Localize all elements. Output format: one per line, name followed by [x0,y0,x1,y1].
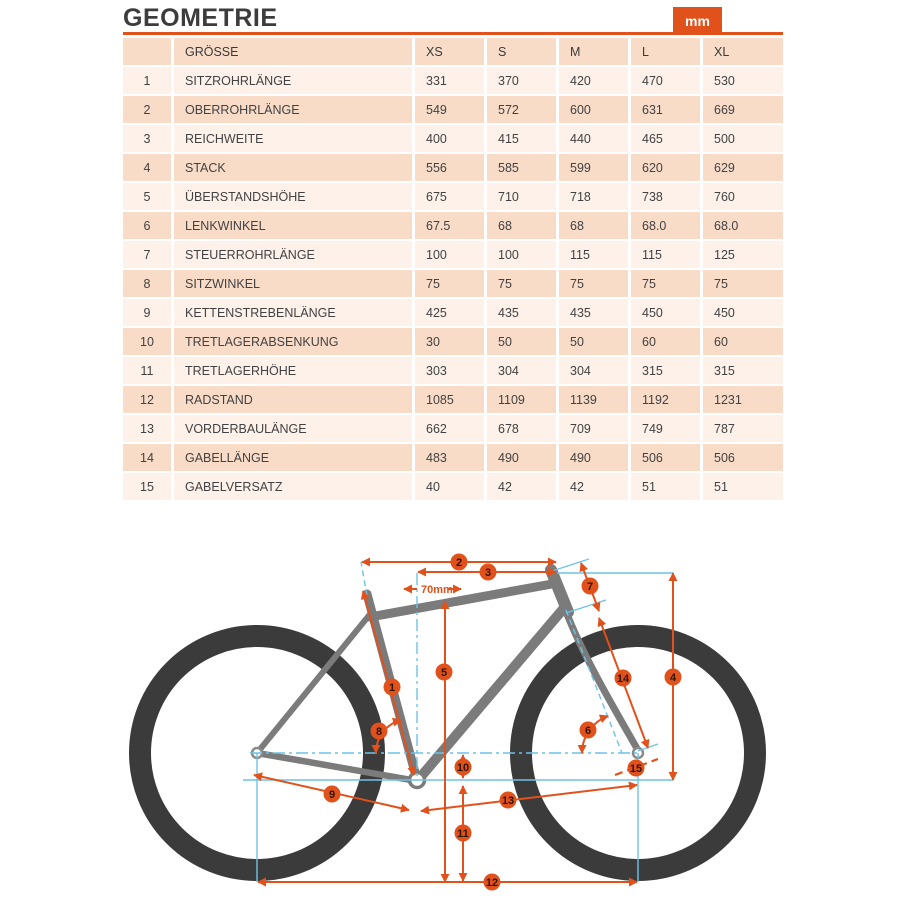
value-cell: 68 [559,212,628,239]
value-cell: 470 [631,67,700,94]
value-cell: 1192 [631,386,700,413]
value-cell: 738 [631,183,700,210]
row-number: 14 [123,444,171,471]
callout-number: 14 [616,673,630,685]
value-cell: 304 [487,357,556,384]
value-cell: 490 [559,444,628,471]
value-cell: 400 [415,125,484,152]
value-cell: 420 [559,67,628,94]
value-cell: 303 [415,357,484,384]
value-cell: 67.5 [415,212,484,239]
callout-number: 4 [669,672,677,684]
row-number: 8 [123,270,171,297]
value-cell: 115 [559,241,628,268]
value-cell: 315 [703,357,783,384]
callout-number: 11 [457,828,469,840]
value-cell: 1085 [415,386,484,413]
callout-number: 7 [586,581,594,593]
row-number: 6 [123,212,171,239]
row-label: KETTENSTREBENLÄNGE [174,299,412,326]
value-cell: 304 [559,357,628,384]
value-cell: 51 [631,473,700,500]
header-cell: M [559,38,628,65]
value-cell: 718 [559,183,628,210]
value-cell: 425 [415,299,484,326]
value-cell: 556 [415,154,484,181]
unit-toggle-mm[interactable]: mm [673,7,722,35]
chain-stay [257,753,417,781]
value-cell: 530 [703,67,783,94]
value-cell: 125 [703,241,783,268]
value-cell: 50 [559,328,628,355]
callout-number: 10 [456,762,470,774]
value-cell: 450 [631,299,700,326]
value-cell: 440 [559,125,628,152]
value-cell: 75 [415,270,484,297]
row-number: 7 [123,241,171,268]
row-label: LENKWINKEL [174,212,412,239]
value-cell: 100 [415,241,484,268]
value-cell: 68.0 [631,212,700,239]
value-cell: 68 [487,212,556,239]
value-cell: 68.0 [703,212,783,239]
value-cell: 331 [415,67,484,94]
row-label: ÜBERSTANDSHÖHE [174,183,412,210]
value-cell: 585 [487,154,556,181]
value-cell: 465 [631,125,700,152]
row-label: REICHWEITE [174,125,412,152]
value-cell: 315 [631,357,700,384]
value-cell: 40 [415,473,484,500]
value-cell: 1109 [487,386,556,413]
callout-number: 12 [485,877,499,889]
value-cell: 760 [703,183,783,210]
row-number: 9 [123,299,171,326]
value-cell: 435 [559,299,628,326]
inset-dimension-label: 70mm [421,584,453,596]
header-cell: XL [703,38,783,65]
row-number: 11 [123,357,171,384]
row-label: VORDERBAULÄNGE [174,415,412,442]
value-cell: 572 [487,96,556,123]
header-cell: XS [415,38,484,65]
callout-number: 5 [440,667,448,679]
value-cell: 483 [415,444,484,471]
value-cell: 1231 [703,386,783,413]
callout-number: 15 [629,763,643,775]
callout-number: 9 [328,789,336,801]
value-cell: 629 [703,154,783,181]
value-cell: 549 [415,96,484,123]
value-cell: 75 [559,270,628,297]
value-cell: 490 [487,444,556,471]
value-cell: 669 [703,96,783,123]
row-number: 2 [123,96,171,123]
value-cell: 678 [487,415,556,442]
callout-number: 1 [388,682,396,694]
callout-number: 6 [584,725,592,737]
value-cell: 51 [703,473,783,500]
row-number: 3 [123,125,171,152]
value-cell: 710 [487,183,556,210]
row-number: 15 [123,473,171,500]
value-cell: 500 [703,125,783,152]
row-number: 5 [123,183,171,210]
row-number: 13 [123,415,171,442]
value-cell: 620 [631,154,700,181]
callout-number: 2 [455,557,463,569]
row-label: SITZWINKEL [174,270,412,297]
head-tube [551,570,568,612]
value-cell: 60 [703,328,783,355]
value-cell: 675 [415,183,484,210]
row-label: TRETLAGERHÖHE [174,357,412,384]
value-cell: 42 [487,473,556,500]
row-label: TRETLAGERABSENKUNG [174,328,412,355]
row-number: 12 [123,386,171,413]
value-cell: 662 [415,415,484,442]
value-cell: 42 [559,473,628,500]
value-cell: 115 [631,241,700,268]
title-underline [123,32,783,35]
value-cell: 50 [487,328,556,355]
callout-number: 8 [375,726,383,738]
value-cell: 749 [631,415,700,442]
value-cell: 450 [703,299,783,326]
bike-geometry-diagram [0,540,900,900]
value-cell: 75 [487,270,556,297]
page-title: GEOMETRIE [123,4,278,32]
value-cell: 506 [631,444,700,471]
value-cell: 631 [631,96,700,123]
value-cell: 600 [559,96,628,123]
row-label: RADSTAND [174,386,412,413]
callout-number: 13 [501,795,515,807]
header-cell-empty [123,38,171,65]
value-cell: 415 [487,125,556,152]
value-cell: 75 [631,270,700,297]
value-cell: 370 [487,67,556,94]
value-cell: 75 [703,270,783,297]
value-cell: 30 [415,328,484,355]
value-cell: 599 [559,154,628,181]
value-cell: 787 [703,415,783,442]
callout-number: 3 [484,567,492,579]
header-cell: GRÖSSE [174,38,412,65]
header-cell: L [631,38,700,65]
value-cell: 435 [487,299,556,326]
value-cell: 506 [703,444,783,471]
row-number: 10 [123,328,171,355]
geometry-table [123,38,783,500]
value-cell: 60 [631,328,700,355]
value-cell: 1139 [559,386,628,413]
row-number: 1 [123,67,171,94]
row-label: STEUERROHRLÄNGE [174,241,412,268]
value-cell: 100 [487,241,556,268]
row-label: STACK [174,154,412,181]
row-label: SITZROHRLÄNGE [174,67,412,94]
value-cell: 709 [559,415,628,442]
row-label: GABELVERSATZ [174,473,412,500]
row-number: 4 [123,154,171,181]
header-cell: S [487,38,556,65]
row-label: OBERROHRLÄNGE [174,96,412,123]
row-label: GABELLÄNGE [174,444,412,471]
